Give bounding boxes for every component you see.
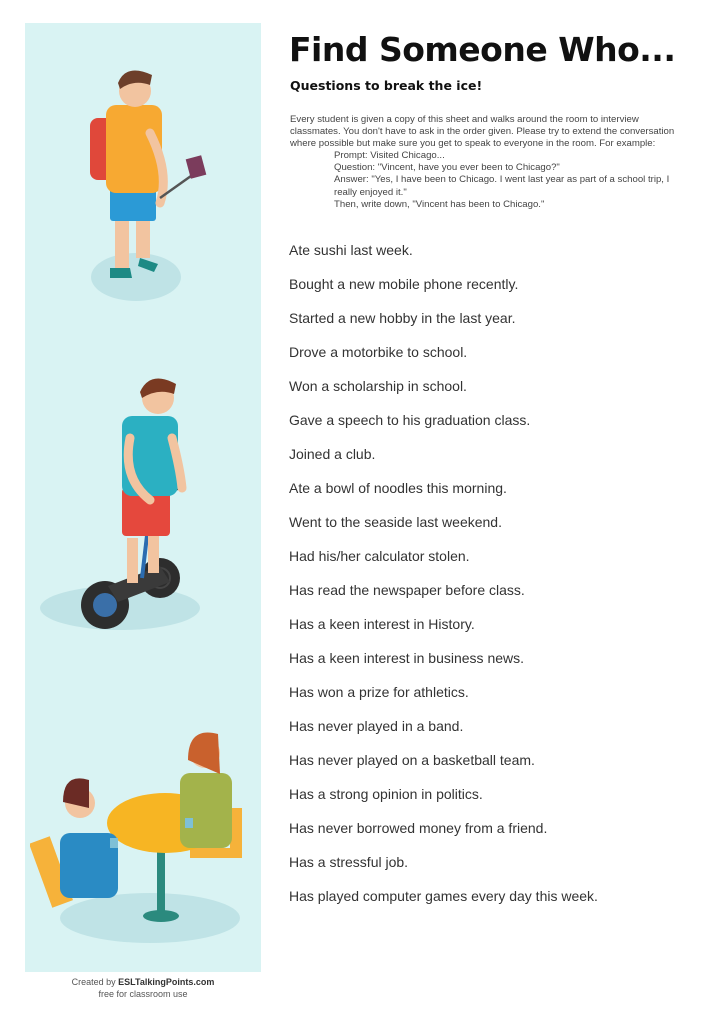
list-item: Has never borrowed money from a friend.	[289, 820, 548, 836]
list-item: Ate sushi last week.	[289, 242, 413, 258]
list-item: Joined a club.	[289, 446, 376, 462]
list-item: Drove a motorbike to school.	[289, 344, 468, 360]
license-note: free for classroom use	[98, 989, 188, 999]
selfie-person-illustration	[80, 63, 240, 323]
page-title: Find Someone Who...	[289, 30, 676, 69]
footer-credit	[25, 976, 261, 1000]
list-item: Started a new hobby in the last year.	[289, 310, 516, 326]
instructions	[290, 114, 680, 211]
site-name: ESLTalkingPoints.com	[118, 977, 215, 987]
list-item: Won a scholarship in school.	[289, 378, 467, 394]
list-item: Has a keen interest in History.	[289, 616, 475, 632]
list-item: Went to the seaside last weekend.	[289, 514, 502, 530]
list-item: Has a keen interest in business news.	[289, 650, 525, 666]
example-answer: Answer: "Yes, I have been to Chicago. I went last year as part of a school trip, I really enjoyed it."	[334, 174, 670, 198]
list-item: Has never played on a basketball team.	[289, 752, 535, 768]
list-item: Ate a bowl of noodles this morning.	[289, 480, 507, 496]
created-by-label: Created by	[71, 977, 116, 987]
page-subtitle: Questions to break the ice!	[290, 78, 483, 93]
example-prompt: Prompt: Visited Chicago...	[334, 150, 445, 162]
list-item: Gave a speech to his graduation class.	[289, 412, 531, 428]
list-item: Has a stressful job.	[289, 854, 409, 870]
segway-person-illustration	[30, 368, 230, 648]
example-then: Then, write down, "Vincent has been to Chicago."	[334, 198, 545, 210]
list-item: Had his/her calculator stolen.	[289, 548, 470, 564]
list-item: Bought a new mobile phone recently.	[289, 276, 519, 292]
list-item: Has played computer games every day this week.	[289, 888, 598, 904]
prompt-list	[289, 240, 709, 920]
list-item: Has never played in a band.	[289, 718, 464, 734]
instructions-paragraph: Every student is given a copy of this sheet and walks around the room to interview classmates. You don't have to ask in the order given. Please try to extend the conversation where possible but make sure you get to speak to everyone in the room. For example:	[290, 114, 675, 150]
list-item: Has a strong opinion in politics.	[289, 786, 483, 802]
cafe-table-illustration	[30, 698, 255, 968]
list-item: Has read the newspaper before class.	[289, 582, 525, 598]
list-item: Has won a prize for athletics.	[289, 684, 469, 700]
example-question: Question: "Vincent, have you ever been to Chicago?"	[334, 162, 560, 174]
illustration-panel	[25, 23, 261, 972]
